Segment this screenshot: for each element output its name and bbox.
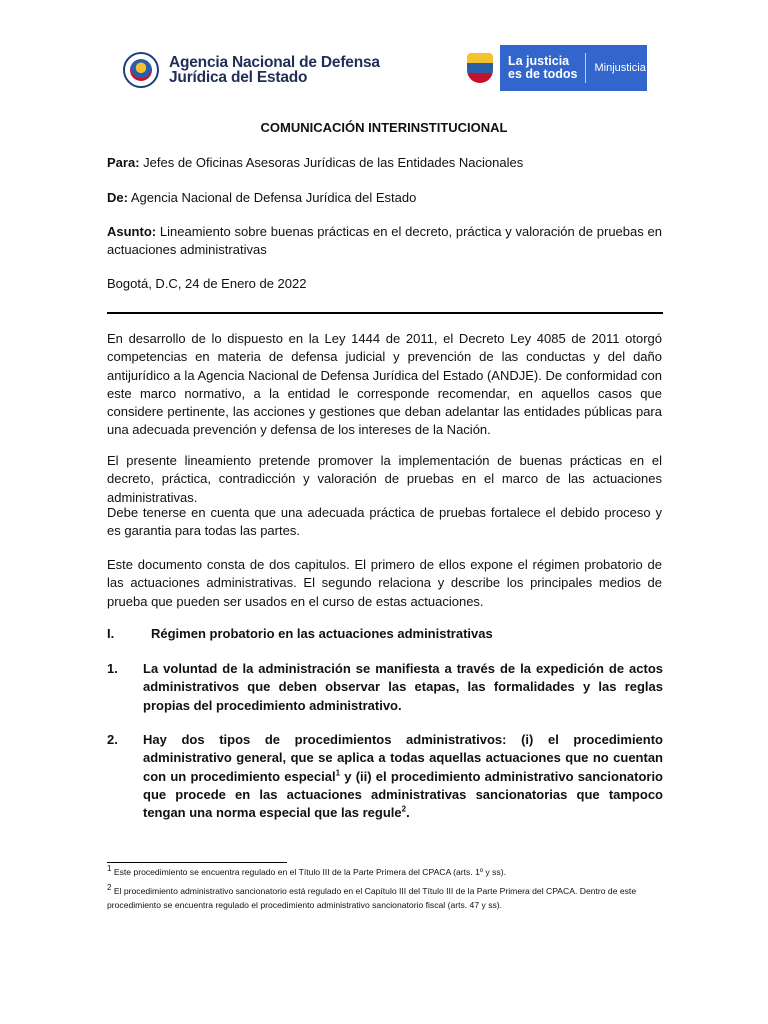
footnote-ref-2[interactable]: 2 <box>401 804 407 814</box>
coat-of-arms-icon <box>123 52 159 88</box>
item-number: 1. <box>107 661 118 676</box>
slogan <box>508 55 577 81</box>
document-date: Bogotá, D.C, 24 de Enero de 2022 <box>107 276 307 291</box>
shield-icon <box>467 53 493 83</box>
footnote-divider <box>107 862 287 863</box>
footnote-text: Este procedimiento se encuentra regulado en el Título III de la Parte Primera del CPACA (arts. 1º y ss). <box>111 867 506 877</box>
item-text <box>143 731 663 822</box>
subject-line <box>107 223 662 260</box>
de-value: Agencia Nacional de Defensa Jurídica del Estado <box>127 190 417 205</box>
section-heading <box>107 626 493 641</box>
para-label: Para: <box>107 155 140 170</box>
footnote-1 <box>107 866 667 880</box>
recipient-line <box>107 154 662 172</box>
item-text-part: . <box>406 805 410 821</box>
item-text-part: y (ii) el procedimiento administrativo sancionatorio que procede en las actuaciones administrativas sancionatorias que tampoco tengan una norma especial que las regule <box>143 768 663 821</box>
ministry-name: Minjusticia <box>594 62 646 74</box>
asunto-value: Lineamiento sobre buenas prácticas en el decreto, práctica y valoración de pruebas en actuaciones administrativas <box>107 224 662 258</box>
slogan-line2: es de todos <box>508 67 578 81</box>
list-item <box>107 660 663 715</box>
agency-name <box>169 55 380 85</box>
header-divider <box>107 312 663 314</box>
footnote-number: 1 <box>107 864 112 874</box>
agency-name-line1: Agencia Nacional de Defensa <box>169 54 380 71</box>
slogan-line1: La justicia <box>508 54 570 68</box>
ministry-logo <box>460 45 647 91</box>
section-title: Régimen probatorio en las actuaciones administrativas <box>151 626 493 641</box>
list-item <box>107 731 663 822</box>
paragraph-2: El presente lineamiento pretende promover la implementación de buenas prácticas en el decreto, práctica, contradicción y valoración de pruebas en el marco de las actuaciones administrativas. <box>107 453 662 505</box>
item-text-part: Hay dos tipos de procedimientos administrativos: (i) el procedimiento administrativo general, que se aplica a todas aquellas actuaciones que no cuentan con un procedimiento especial <box>143 732 663 784</box>
paragraph-3: Debe tenerse en cuenta que una adecuada práctica de pruebas fortalece el debido proceso y es garantia para todas las partes. <box>107 505 662 539</box>
item-number: 2. <box>107 732 118 747</box>
footnote-number: 2 <box>107 883 112 893</box>
paragraph-4: Este documento consta de dos capitulos. El primero de ellos expone el régimen probatorio de las actuaciones administrativas. El segundo relaciona y describe los principales medios de prueba que pueden ser usados en el curso de estas actuaciones. <box>107 557 662 609</box>
logo-divider <box>585 53 586 83</box>
footnote-2 <box>107 885 667 912</box>
item-text: La voluntad de la administración se manifiesta a través de la expedición de actos administrativos que deben observar las etapas, las formalidades y las reglas propias del procedimiento administrativo. <box>143 661 663 713</box>
document-title: COMUNICACIÓN INTERINSTITUCIONAL <box>260 120 508 135</box>
agency-name-line2: Jurídica del Estado <box>169 69 308 86</box>
de-label: De: <box>107 190 128 205</box>
section-number: I. <box>107 626 115 641</box>
para-value: Jefes de Oficinas Asesoras Jurídicas de las Entidades Nacionales <box>139 155 524 170</box>
footnote-ref-1[interactable]: 1 <box>335 768 341 778</box>
paragraph-1: En desarrollo de lo dispuesto en la Ley 1444 de 2011, el Decreto Ley 4085 de 2011 otorgó competencias en materia de defensa judicial y prevención de las conductas y del daño antijurídico a la Agencia Nacional de Defensa Jurídica del Estado (ANDJE). De conformidad con este marco normativo, a la entidad le corresponde recomendar, en aquellos casos que considere pertinente, las acciones y gestiones que deban adelantar las entidades públicas para una adecuada prevención y defensa de los intereses de la Nación. <box>107 331 662 438</box>
footnote-text: El procedimiento administrativo sancionatorio está regulado en el Capítulo III del Título III de la Parte Primera del CPACA. Dentro de este procedimiento se encuentra regulado el procedimiento administrativo sancionatorio fiscal (arts. 47 y ss). <box>107 886 637 910</box>
agency-logo <box>123 52 380 88</box>
sender-line <box>107 189 662 207</box>
asunto-label: Asunto: <box>107 224 157 239</box>
